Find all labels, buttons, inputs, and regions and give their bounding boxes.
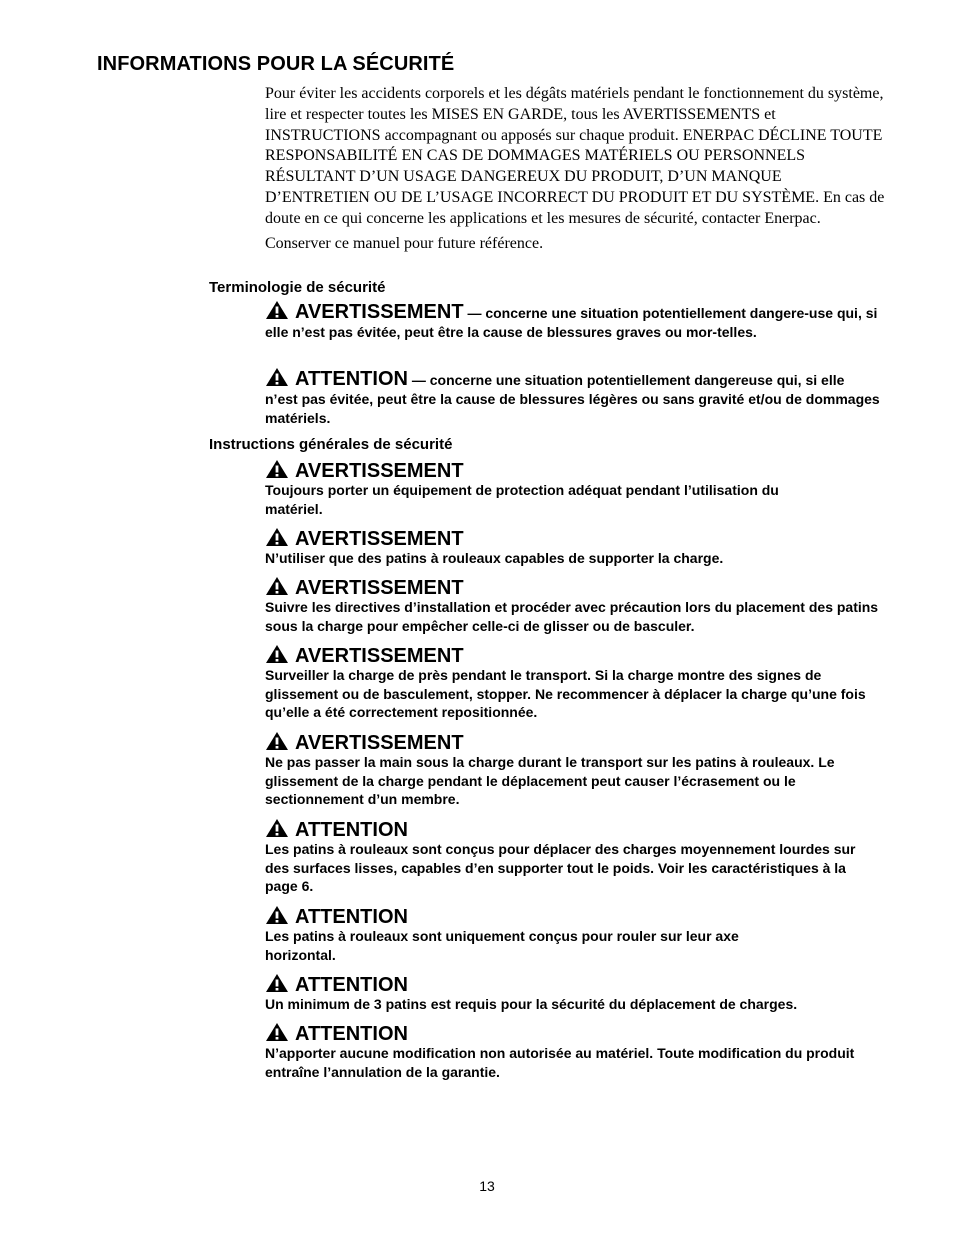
notice-text: Toujours porter un équipement de protection adéquat pendant l’utilisation du matériel.: [265, 482, 779, 517]
notice-text: Surveiller la charge de près pendant le transport. Si la charge montre des signes de glissement ou de basculement, stopper. Ne recommencer à déplacer la charge qu’une fois qu’elle a été correctement repositionnée.: [265, 667, 866, 721]
warning-triangle-icon: [265, 818, 289, 838]
warning-triangle-icon: [265, 973, 289, 993]
page-title: INFORMATIONS POUR LA SÉCURITÉ: [97, 53, 455, 75]
notice-text: Suivre les directives d’installation et procéder avec précaution lors du placement des patins sous la charge pour empêcher celle-ci de glisser ou de basculer.: [265, 599, 879, 634]
warning-triangle-icon: [265, 905, 289, 925]
notice-item: [265, 1022, 880, 1081]
signal-word: ATTENTION: [295, 1023, 408, 1045]
warning-triangle-icon: [265, 731, 289, 751]
notice-item: [265, 459, 880, 518]
notice-text: Les patins à rouleaux sont uniquement conçus pour rouler sur leur axe horizontal.: [265, 928, 739, 963]
terminology-heading: Terminologie de sécurité: [209, 279, 386, 296]
notice-item: [265, 576, 880, 635]
notice-text: Ne pas passer la main sous la charge durant le transport sur les patins à rouleaux. Le glissement de la charge pendant le déplacement peut causer l’écrasement ou le sectionnement d’un membre.: [265, 754, 835, 808]
warning-triangle-icon: [265, 527, 289, 547]
general-heading: Instructions générales de sécurité: [209, 436, 453, 453]
signal-word: AVERTISSEMENT: [295, 301, 464, 323]
notice-text: N’utiliser que des patins à rouleaux capables de supporter la charge.: [265, 550, 724, 566]
warning-triangle-icon: [265, 367, 289, 387]
intro-section: [265, 84, 885, 254]
warning-triangle-icon: [265, 300, 289, 320]
notice-text: Les patins à rouleaux sont conçus pour déplacer des charges moyennement lourdes sur des surfaces lisses, capables d’en supporter tout le poids. Voir les caractéristiques à la page 6.: [265, 841, 856, 895]
definition-text: — concerne une situation potentiellement dangere-use qui, si elle n’est pas évitée, peut être la cause de blessures graves ou mor-telles.: [265, 305, 878, 340]
notice-item: [265, 731, 880, 809]
notice-item: [265, 644, 880, 722]
terminology-caution: [265, 367, 880, 427]
signal-word: ATTENTION: [295, 819, 408, 841]
signal-word: AVERTISSEMENT: [295, 732, 464, 754]
notice-text: Un minimum de 3 patins est requis pour la sécurité du déplacement de charges.: [265, 996, 798, 1012]
notice-item: [265, 905, 880, 964]
signal-word: ATTENTION: [295, 368, 408, 390]
page-number: 13: [479, 1178, 495, 1194]
notice-item: [265, 527, 880, 568]
intro-paragraph: Pour éviter les accidents corporels et les dégâts matériels pendant le fonctionnement du système, lire et respecter toutes les MISES EN GARDE, tous les AVERTISSEMENTS et INSTRUCTIONS accompagnant ou apposés sur chaque produit. ENERPAC DÉCLINE TOUTE RESPONSABILITÉ EN CAS DE DOMMAGES MATÉRIELS OU PERSONNELS RÉSULTANT D’UN USAGE DANGEREUX DU PRODUIT, D’UN MANQUE D’ENTRETIEN OU DE L’USAGE INCORRECT DU PRODUIT ET DU SYSTÈME. En cas de doute en ce qui concerne les applications et les mesures de sécurité, contacter Enerpac.: [265, 85, 885, 227]
signal-word: AVERTISSEMENT: [295, 645, 464, 667]
intro-note: Conserver ce manuel pour future référence.: [265, 234, 544, 252]
warning-triangle-icon: [265, 644, 289, 664]
signal-word: AVERTISSEMENT: [295, 528, 464, 550]
signal-word: AVERTISSEMENT: [295, 577, 464, 599]
definition-text: — concerne une situation potentiellement dangereuse qui, si elle n’est pas évitée, peut être la cause de blessures légères ou sans gravité et/ou de dommages matériels.: [265, 372, 880, 426]
terminology-warning: [265, 300, 880, 342]
warning-triangle-icon: [265, 459, 289, 479]
signal-word: ATTENTION: [295, 906, 408, 928]
notice-item: [265, 973, 880, 1014]
notice-text: N’apporter aucune modification non autorisée au matériel. Toute modification du produit entraîne l’annulation de la garantie.: [265, 1045, 855, 1080]
warning-triangle-icon: [265, 1022, 289, 1042]
notice-item: [265, 818, 880, 896]
warning-triangle-icon: [265, 576, 289, 596]
signal-word: AVERTISSEMENT: [295, 460, 464, 482]
signal-word: ATTENTION: [295, 974, 408, 996]
